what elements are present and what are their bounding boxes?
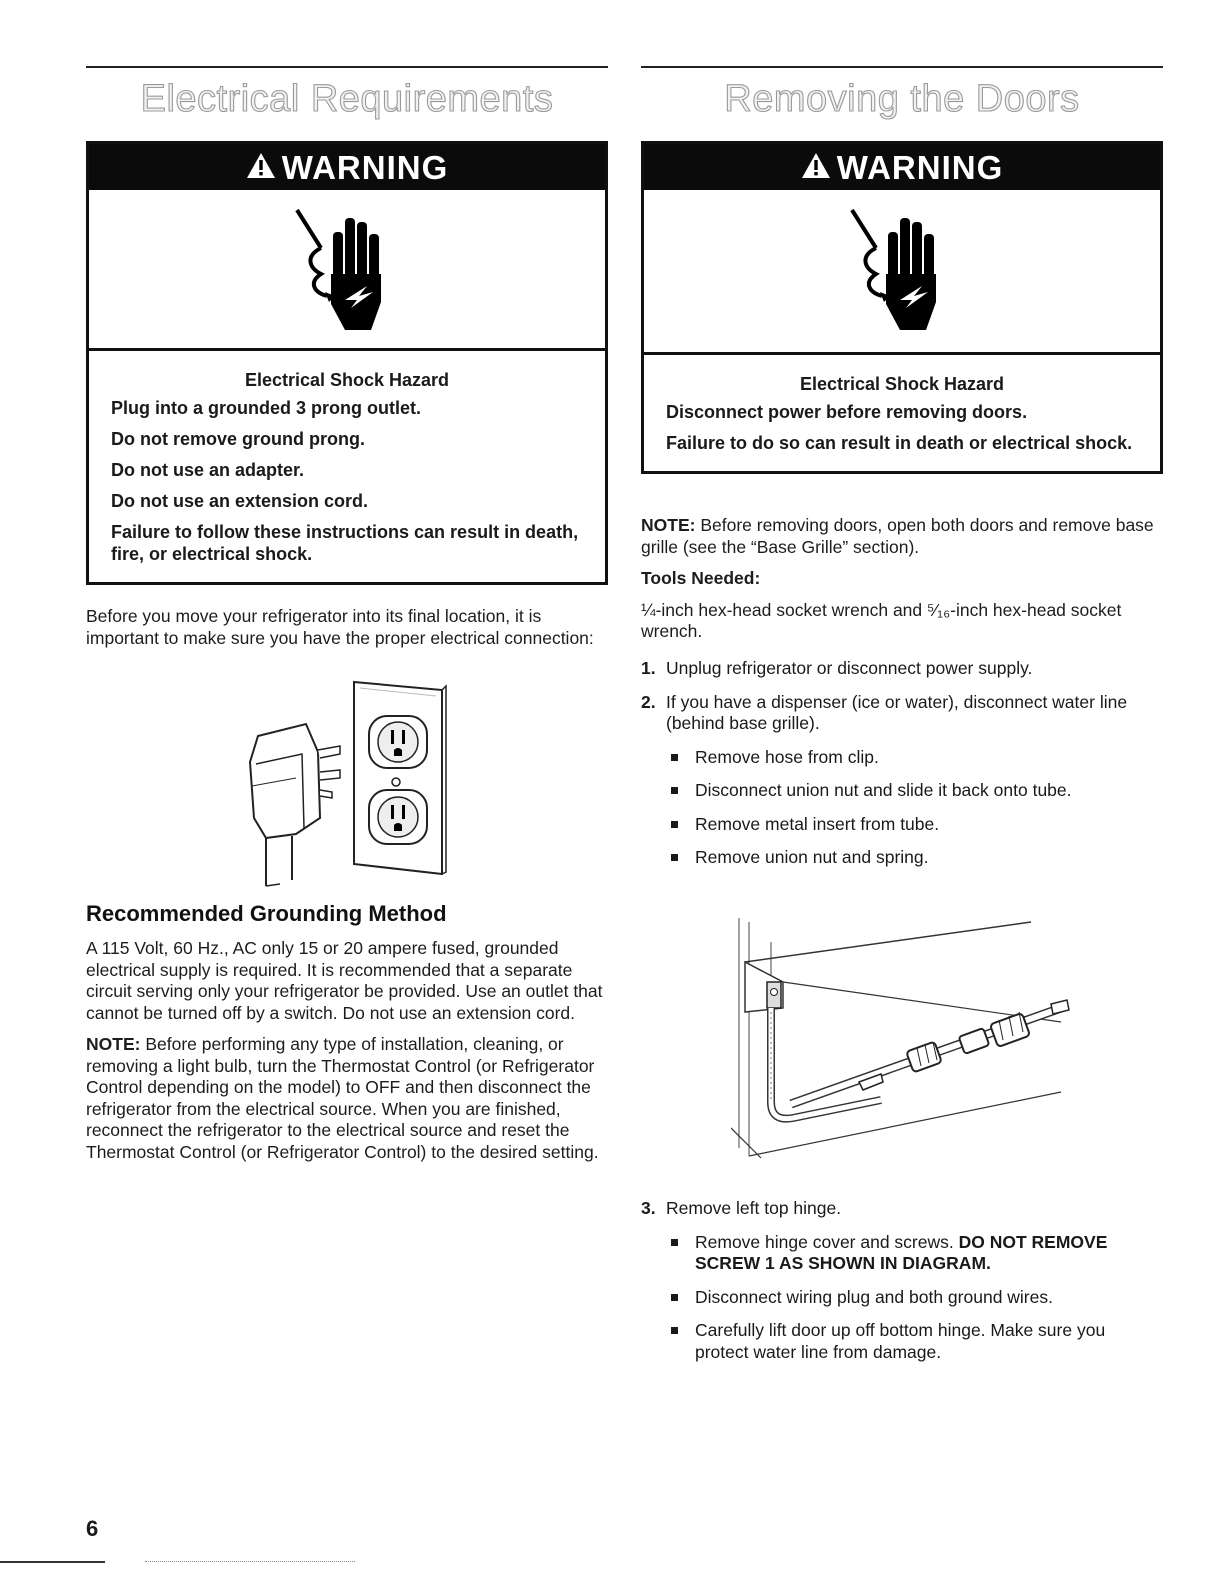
bullet-square-icon — [671, 754, 678, 761]
note-paragraph — [641, 515, 1163, 558]
water-line-illustration — [731, 912, 1071, 1168]
note-label: NOTE: — [641, 515, 696, 535]
bullet-text: Remove union nut and spring. — [695, 847, 929, 867]
plug-and-outlet-illustration — [236, 678, 456, 890]
bullet-text: Disconnect wiring plug and both ground wires. — [695, 1286, 1053, 1307]
warning-box — [641, 141, 1163, 474]
bullet-text-bold: DO NOT REMOVE SCREW 1 AS SHOWN IN DIAGRAM. — [695, 1231, 1108, 1273]
bullet-item — [641, 780, 1163, 802]
bullet-item — [641, 1320, 1163, 1363]
note-text: Before performing any type of installation, cleaning, or removing a light bulb, turn the Thermostat Control (or Refrigerator Control depending on the model) to OFF and then disconnect the refrigerator from the electrical source. When you are finished, reconnect the refrigerator to the electrical source and reset the Thermostat Control (or Refrigerator Control) to the desired setting. — [86, 1034, 599, 1162]
warning-box — [86, 141, 608, 585]
step-number: 3. — [641, 1198, 656, 1218]
electric-shock-hand-icon — [842, 204, 962, 334]
step-item — [641, 658, 1163, 680]
shock-icon-area — [644, 190, 1160, 355]
bullet-item — [641, 847, 1163, 869]
step-text: Unplug refrigerator or disconnect power supply. — [666, 658, 1033, 678]
step-item — [641, 1198, 1163, 1220]
hazard-title: Electrical Shock Hazard — [244, 370, 450, 390]
heading-rule — [641, 66, 1163, 68]
warning-line: Disconnect power before removing doors. — [666, 402, 1028, 422]
intro-text: Before you move your refrigerator into its final location, it is important to make sure you have the proper electrical connection: — [86, 606, 594, 648]
intro-paragraph — [86, 606, 608, 659]
page-number: 6 — [86, 1516, 99, 1541]
note-label: NOTE: — [86, 1034, 141, 1054]
warning-triangle-icon — [246, 152, 276, 179]
warning-line: Plug into a grounded 3 prong outlet. — [111, 398, 421, 418]
bullet-square-icon — [671, 1294, 678, 1301]
shock-icon-area — [89, 190, 605, 351]
warning-text — [644, 355, 1160, 471]
bullet-item — [641, 1232, 1163, 1275]
note-section — [641, 515, 1163, 653]
step-item — [641, 692, 1163, 735]
bullet-text: Carefully lift door up off bottom hinge. Make sure you protect water line from damage. — [695, 1320, 1106, 1362]
step-number: 2. — [641, 691, 656, 712]
warning-triangle-icon — [801, 152, 831, 179]
warning-line: Failure to do so can result in death or electrical shock. — [666, 433, 1133, 453]
step-text: If you have a dispenser (ice or water), disconnect water line (behind base grille). — [666, 691, 1128, 733]
note-paragraph — [86, 1034, 608, 1163]
step-text: Remove left top hinge. — [666, 1198, 842, 1218]
bullet-square-icon — [671, 854, 678, 861]
grounding-section — [86, 938, 608, 1173]
warning-banner-label: WARNING — [836, 149, 1004, 186]
footer-rule — [0, 1561, 105, 1563]
steps-1-2 — [641, 658, 1163, 881]
bullet-square-icon — [671, 821, 678, 828]
footer-dotted-rule — [145, 1561, 355, 1562]
step-3 — [641, 1198, 1163, 1375]
tools-label: Tools Needed: — [641, 568, 761, 588]
step-number: 1. — [641, 658, 656, 678]
bullet-item — [641, 1287, 1163, 1309]
tools-text: ¼-inch hex-head socket wrench and ⁵⁄₁₆-inch hex-head socket wrench. — [641, 599, 1122, 641]
warning-line: Do not remove ground prong. — [111, 429, 365, 449]
note-text: Before removing doors, open both doors and remove base grille (see the “Base Grille” section). — [641, 515, 1154, 557]
bullet-square-icon — [671, 787, 678, 794]
warning-text — [89, 351, 605, 582]
bullet-square-icon — [671, 1327, 678, 1334]
bullet-square-icon — [671, 1239, 678, 1246]
warning-line: Failure to follow these instructions can result in death, fire, or electrical shock. — [111, 522, 579, 564]
bullet-text: Remove hinge cover and screws. — [695, 1231, 954, 1252]
grounding-paragraph: A 115 Volt, 60 Hz., AC only 15 or 20 ampere fused, grounded electrical supply is required. It is recommended that a separate circuit serving only your refrigerator be provided. Use an outlet that cannot be turned off by a switch. Do not use an extension cord. — [86, 938, 603, 1023]
warning-banner — [89, 144, 605, 190]
warning-line: Do not use an adapter. — [111, 460, 305, 480]
bullet-item — [641, 747, 1163, 769]
heading-rule — [86, 66, 608, 68]
bullet-text: Remove hose from clip. — [695, 746, 879, 767]
warning-line: Do not use an extension cord. — [111, 491, 369, 511]
warning-banner — [644, 144, 1160, 190]
section-heading-removing-doors: Removing the Doors — [724, 78, 1080, 120]
warning-banner-label: WARNING — [281, 149, 449, 186]
bullet-text: Disconnect union nut and slide it back onto tube. — [695, 780, 1072, 800]
subheading-grounding: Recommended Grounding Method — [86, 901, 447, 926]
section-heading-electrical: Electrical Requirements — [140, 78, 554, 120]
hazard-title: Electrical Shock Hazard — [799, 374, 1005, 394]
bullet-text: Remove metal insert from tube. — [695, 813, 940, 834]
electric-shock-hand-icon — [287, 204, 407, 334]
bullet-item — [641, 814, 1163, 836]
